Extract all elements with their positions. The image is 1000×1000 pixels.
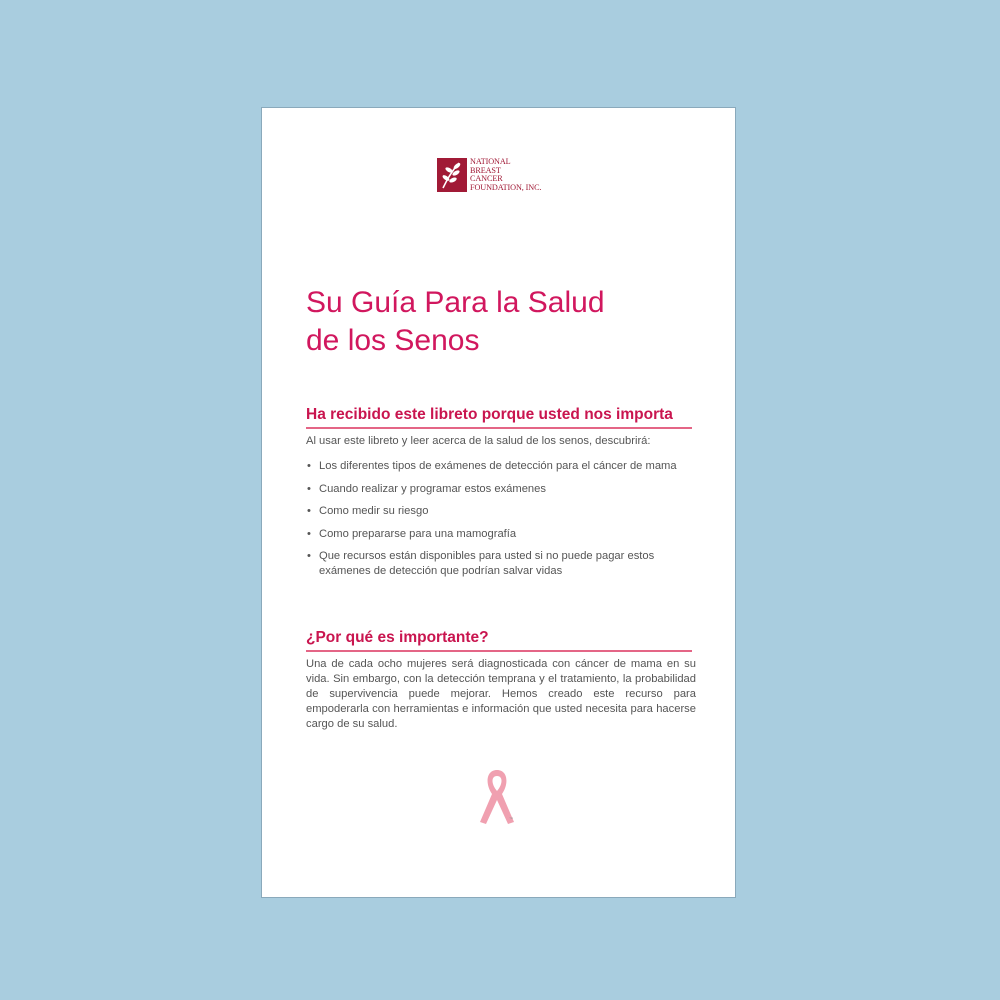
bullet-icon: • bbox=[307, 505, 311, 517]
list-item-text: Que recursos están disponibles para usted si no puede pagar estos exámenes de detección que podrían salvar vidas bbox=[319, 550, 655, 577]
list-item-text: Los diferentes tipos de exámenes de detección para el cáncer de mama bbox=[319, 460, 677, 472]
logo-line: FOUNDATION, INC. bbox=[470, 182, 542, 192]
logo-wordmark bbox=[470, 158, 541, 192]
branch-icon bbox=[437, 158, 467, 192]
title-line-1: Su Guía Para la Salud bbox=[306, 286, 605, 319]
bullet-list bbox=[306, 459, 706, 586]
section-intro: Al usar este libreto y leer acerca de la salud de los senos, descubrirá: bbox=[306, 435, 651, 447]
booklet-page bbox=[261, 107, 736, 898]
bullet-icon: • bbox=[307, 550, 311, 562]
logo-line: CANCER bbox=[470, 174, 503, 184]
list-item bbox=[306, 549, 706, 578]
logo-line: BREAST bbox=[470, 165, 501, 175]
list-item bbox=[306, 527, 706, 542]
logo-line: NATIONAL bbox=[470, 157, 511, 166]
section-body: Una de cada ocho mujeres será diagnosticada con cáncer de mama en su vida. Sin embargo, con la detección temprana y el tratamiento, la probabilidad de supervivencia puede mejorar. Hemos creado este recurso para empoderarla con herramientas e información que usted necesita para hacerse cargo de su salud. bbox=[306, 658, 696, 730]
page-title bbox=[306, 284, 716, 360]
section-heading-why: ¿Por qué es importante? bbox=[306, 629, 692, 652]
section-heading-importance: Ha recibido este libreto porque usted nos importa bbox=[306, 406, 692, 429]
list-item bbox=[306, 459, 706, 474]
nbcf-logo bbox=[437, 158, 541, 192]
list-item-text: Cuando realizar y programar estos exámenes bbox=[319, 482, 546, 495]
bullet-icon: • bbox=[307, 460, 311, 472]
title-line-2: de los Senos bbox=[306, 324, 480, 357]
bullet-icon: • bbox=[307, 482, 311, 495]
list-item bbox=[306, 482, 706, 497]
list-item-text: Como prepararse para una mamografía bbox=[319, 527, 517, 540]
list-item-text: Como medir su riesgo bbox=[319, 505, 429, 517]
bullet-icon: • bbox=[307, 527, 311, 540]
trademark-mark: ™ bbox=[509, 816, 513, 821]
pink-ribbon-icon bbox=[472, 764, 522, 828]
list-item bbox=[306, 504, 706, 519]
